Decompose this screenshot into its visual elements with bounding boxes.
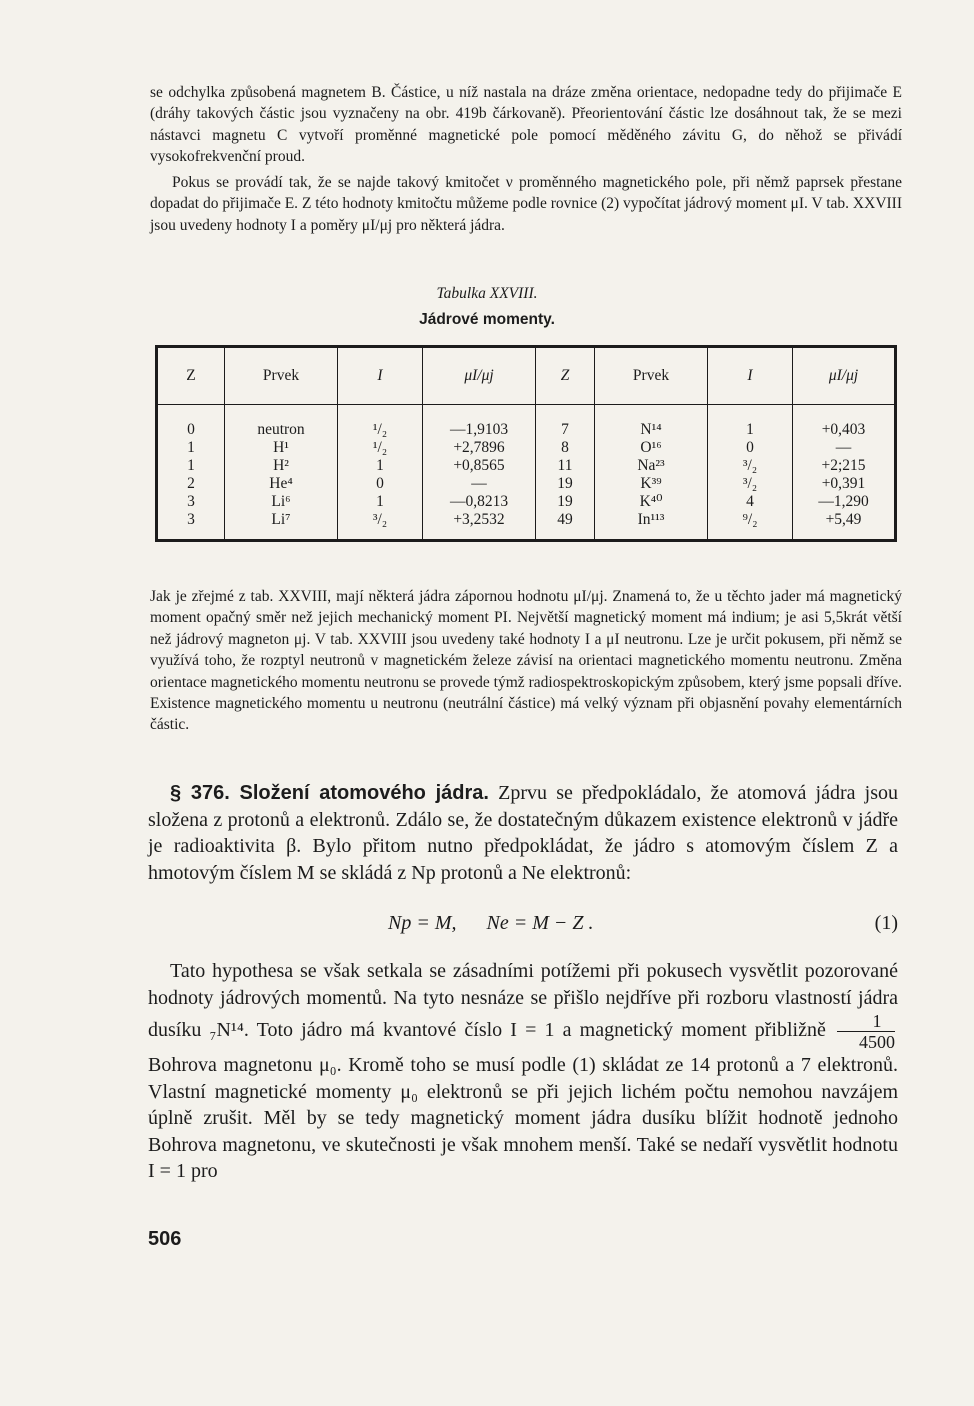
cell: 19 (557, 493, 573, 510)
table-caption: Tabulka XXVIII. (436, 285, 538, 302)
header-element-2: Prvek (595, 347, 708, 405)
cell: ³/₂ (372, 511, 388, 528)
cell: —1,290 (818, 493, 869, 510)
column-ratio-2 (793, 405, 896, 541)
cell: 4 (746, 493, 754, 510)
column-z-2 (536, 405, 595, 541)
header-ratio-2: μI/μj (793, 347, 896, 405)
cell: 1 (187, 457, 195, 474)
cell: 11 (557, 457, 573, 474)
fraction-denominator: 4500 (859, 1032, 895, 1052)
cell: He⁴ (269, 475, 293, 492)
cell: O¹⁶ (640, 439, 662, 456)
cell: 3 (187, 493, 195, 510)
cell: 49 (557, 511, 573, 528)
cell: ³/₂ (742, 457, 758, 474)
cell: 1 (376, 493, 384, 510)
cell: 7 (561, 421, 569, 438)
cell: +0,391 (821, 475, 866, 492)
fraction-numerator: 1 (837, 1011, 895, 1032)
header-spin: I (338, 347, 423, 405)
fraction (837, 1011, 895, 1052)
cell: ¹/₂ (372, 439, 388, 456)
column-z (157, 405, 225, 541)
section-heading: § 376. Složení atomového jádra. (170, 782, 489, 804)
cell: +0,8565 (453, 457, 505, 474)
cell: — (471, 475, 487, 492)
cell: K³⁹ (640, 475, 662, 492)
equation-1 (148, 912, 898, 940)
cell: +2,7896 (453, 439, 505, 456)
header-z-2: Z (536, 347, 595, 405)
cell: neutron (257, 421, 305, 438)
cell: 2 (187, 475, 195, 492)
cell: 0 (187, 421, 195, 438)
cell: —1,9103 (449, 421, 509, 438)
cell: —0,8213 (449, 493, 509, 510)
header-spin-2: I (708, 347, 793, 405)
cell: +2;215 (821, 457, 866, 474)
column-element (225, 405, 338, 541)
cell: In¹¹³ (637, 511, 665, 528)
cell: 1 (376, 457, 384, 474)
cell: H¹ (273, 439, 289, 456)
cell: 0 (376, 475, 384, 492)
cell: Li⁶ (271, 493, 291, 510)
cell: 1 (187, 439, 195, 456)
cell: — (835, 439, 852, 456)
cell: H² (273, 457, 289, 474)
header-ratio: μI/μj (423, 347, 536, 405)
table-row (157, 405, 896, 541)
nuclear-moments-table (155, 345, 897, 542)
cell: 8 (561, 439, 569, 456)
header-element: Prvek (225, 347, 338, 405)
cell: 1 (746, 421, 754, 438)
cell: +0,403 (821, 421, 866, 438)
table-header-row (157, 347, 896, 405)
cell: 3 (187, 511, 195, 528)
paragraph-discussion: Jak je zřejmé z tab. XXVIII, mají některá jádra zápornou hodnotu μI/μj. Znamená to, že u těchto jader má magnetický moment opačný směr než jejich mechanický moment PI. Největší magnetický moment má indium; je asi 5,5krát větší než jádrový magneton μj. V tab. XXVIII jsou uvedeny také hodnoty I a μI neutronu. Lze je určit pokusem, při němž se využívá toho, že rozptyl neutronů v magnetickém železe závisí na orientaci magnetického momentu neutronu. Změna orientace magnetického momentu neutronu se provede týmž radiospektroskopickým způsobem, který jsme popsali dříve. Existence magnetického momentu u neutronu (neutrální částice) má velký význam při objasnění povahy elementárních částic. (150, 588, 902, 734)
column-spin (338, 405, 423, 541)
cell: K⁴⁰ (639, 493, 663, 510)
header-z: Z (157, 347, 225, 405)
cell: +3,2532 (453, 511, 505, 528)
paragraph-experiment: Pokus se provádí tak, že se najde takový kmitočet ν proměnného magnetického pole, při němž paprsek přestane dopadat do přijimače E. Z této hodnoty kmitočtu můžeme podle rovnice (2) vypočítat jádrový moment μI. V tab. XXVIII jsou uvedeny hodnoty I a poměry μI/μj pro některá jádra. (150, 174, 902, 234)
cell: ¹/₂ (372, 421, 388, 438)
cell: N¹⁴ (640, 421, 662, 438)
table-title: Jádrové momenty. (419, 311, 555, 328)
cell: 0 (746, 439, 754, 456)
section-paragraph-2 (148, 958, 898, 1185)
equation-formula: Np = M, Ne = M − Z . (388, 912, 594, 934)
cell: +5,49 (825, 511, 862, 528)
paragraph-intro: se odchylka způsobená magnetem B. Částice, u níž nastala na dráze změna orientace, nedopadne tedy do přijimače E (dráhy takových částic jsou vyznačeny na obr. 419b čárkovaně). Přeorientování částic lze dosáhnout tak, že se mezi nástavci magnetu C vytvoří proměnné magnetické pole pomocí měděného závitu G, do něhož se přivádí vysokofrekvenční proud. (150, 84, 902, 166)
page-number: 506 (148, 1228, 182, 1250)
column-ratio (423, 405, 536, 541)
equation-number: (1) (874, 912, 898, 934)
column-element-2 (595, 405, 708, 541)
section-paragraph-1 (148, 780, 898, 886)
cell: 19 (557, 475, 573, 492)
section-body-1: Zprvu se předpokládalo, že atomová jádra jsou složena z protonů a elektronů. Zdálo se, že dostatečným důkazem existence elektronů v jádře je radioaktivita β. Bylo přitom nutno předpokládat, že jádro s atomovým číslem Z a hmotovým číslem M se skládá z Np protonů a Ne elektronů: (148, 782, 899, 884)
cell: ³/₂ (742, 475, 758, 492)
section-body-2b: Bohrova magnetonu μ₀. Kromě toho se musí podle (1) skládat ze 14 protonů a 7 elektronů. Vlastní magnetické momenty μ₀ elektronů se při jejich lichém počtu nemohou navzájem úplně zrušit. Měl by se tedy magnetický moment jádra dusíku blížit hodnotě jednoho Bohrova magnetonu, ve skutečnosti je však mnohem menší. Také se nedaří vysvětlit hodnotu I = 1 pro (148, 1054, 898, 1182)
cell: Na²³ (637, 457, 665, 474)
section-body-2a: Tato hypothesa se však setkala se zásadními potížemi při pokusech vysvětlit pozorované hodnoty jádrových momentů. Na tyto nesnáze se přišlo nejdříve při rozboru vlastností jádra dusíku ₇N¹⁴. Toto jádro má kvantové číslo I = 1 a magnetický moment přibližně (148, 960, 898, 1042)
cell: Li⁷ (271, 511, 291, 528)
column-spin-2 (708, 405, 793, 541)
cell: ⁹/₂ (742, 511, 758, 528)
